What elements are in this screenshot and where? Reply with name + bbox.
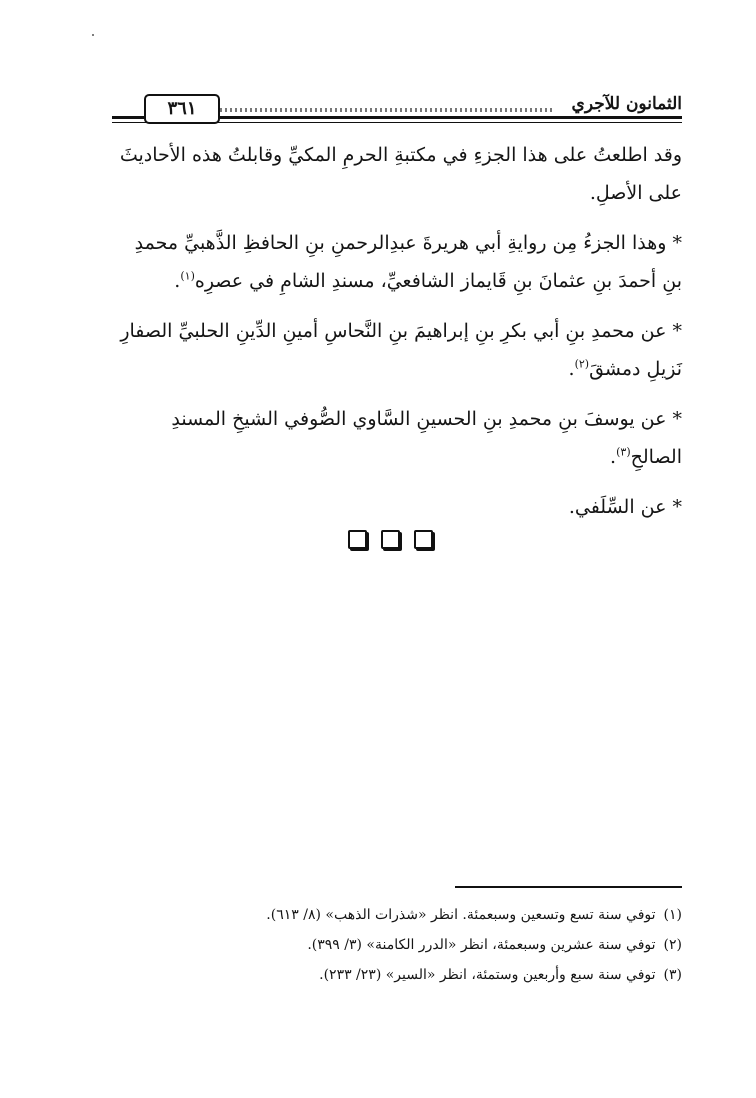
stray-dot bbox=[92, 34, 94, 36]
square-ornament-icon bbox=[348, 530, 367, 549]
section-end-marks bbox=[348, 530, 448, 552]
paragraph bbox=[112, 488, 682, 526]
footnote-text: توفي سنة تسع وتسعين وسبعمئة. انظر «شذرات الذهب» (٨/ ٦١٣). bbox=[266, 907, 656, 923]
paragraph-text: * عن يوسفَ بنِ محمدِ بنِ الحسينِ السَّاوي الصُّوفي الشيخِ المسندِ الصالحِ bbox=[171, 408, 682, 468]
paragraph bbox=[112, 312, 682, 388]
header-ornament-dots bbox=[220, 108, 552, 112]
footnote-item bbox=[112, 900, 682, 930]
page-header bbox=[112, 84, 682, 130]
footnote-ref[interactable]: (٣) bbox=[616, 445, 631, 459]
main-text bbox=[112, 136, 682, 538]
footnote-text: توفي سنة سبع وأربعين وستمئة، انظر «السير» (٢٣/ ٢٣٣). bbox=[319, 967, 656, 983]
footnotes bbox=[112, 900, 682, 990]
square-ornament-icon bbox=[414, 530, 433, 549]
paragraph-text: * وهذا الجزءُ مِن روايةِ أبي هريرةَ عبدِالرحمنِ بنِ الحافظِ الذَّهبيِّ محمدِ بنِ أحمدَ بنِ عثمانَ بنِ قَايماز الشافعيِّ، مسندِ الشامِ في عصرِه bbox=[134, 232, 682, 292]
paragraph-text: وقد اطلعتُ على هذا الجزءِ في مكتبةِ الحرمِ المكيِّ وقابلتُ هذه الأحاديثَ على الأصلِ. bbox=[119, 144, 682, 204]
paragraph-tail: . bbox=[610, 446, 617, 468]
book-title: الثمانون للآجري bbox=[571, 94, 682, 114]
paragraph-text: * عن السِّلَفي. bbox=[568, 496, 682, 518]
paragraph bbox=[112, 136, 682, 212]
footnote-separator bbox=[455, 886, 682, 888]
footnote-ref[interactable]: (٢) bbox=[574, 357, 590, 371]
footnote-text: توفي سنة عشرين وسبعمئة، انظر «الدرر الكامنة» (٣/ ٣٩٩). bbox=[307, 937, 656, 953]
footnote-number: (٢) bbox=[663, 937, 682, 953]
page-number: ٣٦١ bbox=[144, 94, 220, 124]
square-ornament-icon bbox=[381, 530, 400, 549]
footnote-item bbox=[112, 930, 682, 960]
footnote-number: (١) bbox=[663, 907, 682, 923]
paragraph-text: * عن محمدِ بنِ أبي بكرِ بنِ إبراهيمَ بنِ النَّحاسِ أمينِ الدِّينِ الحلبيِّ الصفارِ نَزيلِ دمشقَ bbox=[120, 320, 682, 380]
paragraph-tail: . bbox=[174, 270, 181, 292]
footnote-ref[interactable]: (١) bbox=[180, 269, 195, 283]
footnote-number: (٣) bbox=[663, 967, 682, 983]
footnote-item bbox=[112, 960, 682, 990]
paragraph bbox=[112, 224, 682, 300]
paragraph-tail: . bbox=[568, 358, 575, 380]
paragraph bbox=[112, 400, 682, 476]
